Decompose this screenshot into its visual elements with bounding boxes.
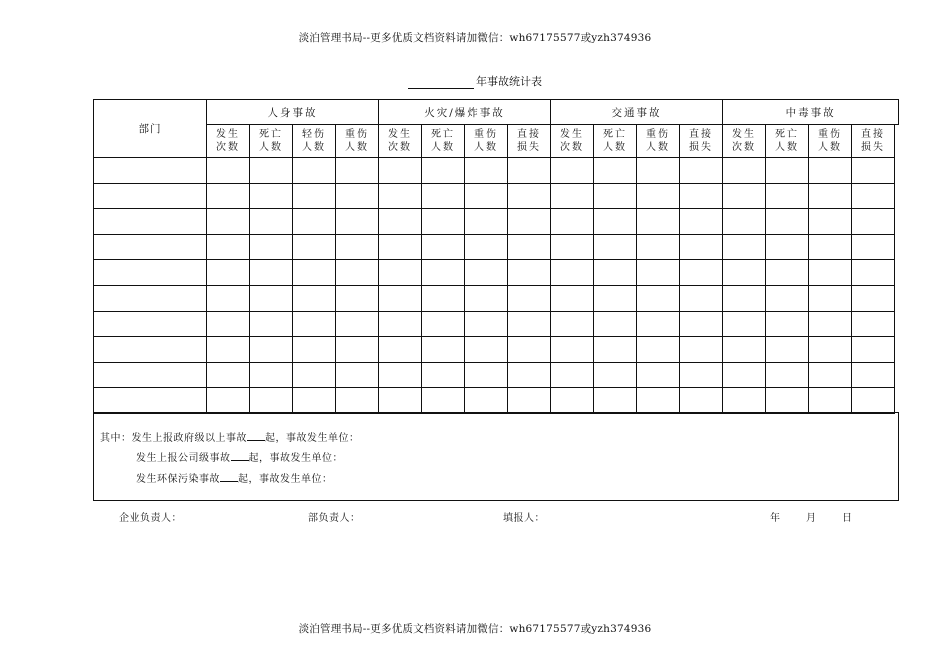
data-cell[interactable] — [379, 158, 422, 184]
dept-cell[interactable] — [94, 362, 207, 388]
note-line-1-blank — [247, 430, 265, 441]
data-cell[interactable] — [766, 388, 809, 414]
data-cell[interactable] — [766, 285, 809, 311]
data-cell[interactable] — [852, 337, 895, 363]
data-cell[interactable] — [508, 337, 551, 363]
data-cell[interactable] — [207, 337, 250, 363]
data-cell[interactable] — [723, 362, 766, 388]
data-cell[interactable] — [379, 388, 422, 414]
data-cell[interactable] — [680, 285, 723, 311]
data-cell[interactable] — [809, 234, 852, 260]
data-cell[interactable] — [379, 311, 422, 337]
group-header-fire-explosion: 火灾/爆炸事故 — [379, 100, 551, 125]
data-cell[interactable] — [293, 158, 336, 184]
data-cell[interactable] — [508, 209, 551, 235]
column-header-row — [94, 125, 899, 158]
data-cell[interactable] — [852, 209, 895, 235]
column-header: 重伤 人数 — [809, 125, 852, 158]
enterprise-head-label: 企业负责人： — [119, 513, 182, 524]
data-cell[interactable] — [723, 388, 766, 414]
note-line-3-text-a: 发生环保污染事故 — [136, 474, 220, 485]
data-cell[interactable] — [207, 209, 250, 235]
data-cell[interactable] — [508, 311, 551, 337]
data-cell[interactable] — [680, 337, 723, 363]
table-row — [94, 209, 899, 235]
data-cell[interactable] — [250, 388, 293, 414]
data-cell[interactable] — [422, 311, 465, 337]
table-row — [94, 362, 899, 388]
data-cell[interactable] — [336, 285, 379, 311]
dept-cell[interactable] — [94, 260, 207, 286]
data-cell[interactable] — [809, 260, 852, 286]
notes-box — [93, 412, 899, 501]
dept-cell[interactable] — [94, 337, 207, 363]
note-line-1-text-b: 起，事故发生单位： — [265, 433, 360, 444]
data-cell[interactable] — [336, 311, 379, 337]
data-cell[interactable] — [293, 183, 336, 209]
note-line-3 — [136, 470, 333, 485]
data-cell[interactable] — [809, 158, 852, 184]
data-cell[interactable] — [465, 158, 508, 184]
row-gap — [895, 234, 899, 260]
data-cell[interactable] — [207, 260, 250, 286]
column-header: 死亡 人数 — [594, 125, 637, 158]
data-cell[interactable] — [809, 209, 852, 235]
data-cell[interactable] — [766, 260, 809, 286]
table-row — [94, 285, 899, 311]
data-cell[interactable] — [551, 158, 594, 184]
data-cell[interactable] — [637, 311, 680, 337]
column-header: 发生 次数 — [207, 125, 250, 158]
group-header-row — [94, 100, 899, 125]
table-row — [94, 388, 899, 414]
data-cell[interactable] — [379, 234, 422, 260]
column-header: 死亡 人数 — [250, 125, 293, 158]
data-cell[interactable] — [207, 388, 250, 414]
note-line-2-blank — [231, 450, 249, 461]
data-cell[interactable] — [551, 362, 594, 388]
dept-cell[interactable] — [94, 234, 207, 260]
data-cell[interactable] — [680, 234, 723, 260]
data-cell[interactable] — [594, 311, 637, 337]
column-header: 死亡 人数 — [422, 125, 465, 158]
data-cell[interactable] — [594, 260, 637, 286]
data-cell[interactable] — [293, 209, 336, 235]
table-row — [94, 234, 899, 260]
page-footer-text: 淡泊管理书局--更多优质文档资料请加微信：wh67175577或yzh374936 — [298, 623, 652, 635]
data-cell[interactable] — [508, 260, 551, 286]
data-cell[interactable] — [637, 388, 680, 414]
data-cell[interactable] — [852, 362, 895, 388]
note-line-1 — [100, 429, 360, 444]
column-header: 直接 损失 — [680, 125, 723, 158]
data-cell[interactable] — [465, 260, 508, 286]
note-line-3-text-b: 起，事故发生单位： — [238, 474, 333, 485]
data-cell[interactable] — [379, 183, 422, 209]
data-cell[interactable] — [852, 260, 895, 286]
data-cell[interactable] — [723, 158, 766, 184]
data-cell[interactable] — [508, 234, 551, 260]
data-cell[interactable] — [594, 158, 637, 184]
data-cell[interactable] — [250, 234, 293, 260]
data-cell[interactable] — [422, 388, 465, 414]
column-header: 死亡 人数 — [766, 125, 809, 158]
data-cell[interactable] — [551, 285, 594, 311]
data-cell[interactable] — [293, 362, 336, 388]
data-cell[interactable] — [422, 362, 465, 388]
dept-header: 部门 — [94, 100, 207, 158]
data-cell[interactable] — [852, 285, 895, 311]
data-cell[interactable] — [207, 362, 250, 388]
data-cell[interactable] — [637, 209, 680, 235]
data-cell[interactable] — [723, 183, 766, 209]
data-cell[interactable] — [336, 234, 379, 260]
data-cell[interactable] — [551, 234, 594, 260]
data-cell[interactable] — [293, 285, 336, 311]
data-cell[interactable] — [465, 209, 508, 235]
data-cell[interactable] — [680, 388, 723, 414]
data-cell[interactable] — [250, 209, 293, 235]
note-line-2-text-a: 发生上报公司级事故 — [136, 453, 231, 464]
data-cell[interactable] — [680, 158, 723, 184]
data-cell[interactable] — [680, 260, 723, 286]
data-cell[interactable] — [551, 183, 594, 209]
data-cell[interactable] — [766, 311, 809, 337]
data-cell[interactable] — [336, 337, 379, 363]
data-cell[interactable] — [379, 260, 422, 286]
table-row — [94, 337, 899, 363]
data-cell[interactable] — [207, 285, 250, 311]
data-cell[interactable] — [422, 158, 465, 184]
data-cell[interactable] — [508, 362, 551, 388]
data-cell[interactable] — [637, 183, 680, 209]
data-cell[interactable] — [680, 183, 723, 209]
year-blank — [408, 76, 474, 89]
dept-cell[interactable] — [94, 388, 207, 414]
data-cell[interactable] — [551, 337, 594, 363]
data-cell[interactable] — [723, 234, 766, 260]
note-line-3-blank — [220, 471, 238, 482]
data-cell[interactable] — [465, 234, 508, 260]
data-cell[interactable] — [293, 388, 336, 414]
data-cell[interactable] — [723, 260, 766, 286]
column-header: 直接 损失 — [508, 125, 551, 158]
data-cell[interactable] — [680, 362, 723, 388]
data-cell[interactable] — [594, 362, 637, 388]
group-header-poisoning: 中毒事故 — [723, 100, 899, 125]
data-cell[interactable] — [594, 388, 637, 414]
data-cell[interactable] — [250, 158, 293, 184]
column-header: 直接 损失 — [852, 125, 895, 158]
row-gap — [895, 337, 899, 363]
data-cell[interactable] — [594, 209, 637, 235]
data-cell[interactable] — [465, 183, 508, 209]
data-cell[interactable] — [207, 234, 250, 260]
note-line-1-text-a: 其中：发生上报政府级以上事故 — [100, 433, 247, 444]
data-cell[interactable] — [637, 234, 680, 260]
data-cell[interactable] — [852, 183, 895, 209]
data-cell[interactable] — [637, 362, 680, 388]
data-cell[interactable] — [809, 337, 852, 363]
header-gap — [895, 125, 899, 158]
data-cell[interactable] — [766, 158, 809, 184]
data-cell[interactable] — [508, 285, 551, 311]
row-gap — [895, 209, 899, 235]
data-cell[interactable] — [336, 388, 379, 414]
data-cell[interactable] — [336, 158, 379, 184]
data-cell[interactable] — [723, 209, 766, 235]
data-cell[interactable] — [379, 209, 422, 235]
data-cell[interactable] — [508, 183, 551, 209]
accident-statistics-table — [93, 99, 899, 414]
data-cell[interactable] — [637, 285, 680, 311]
data-cell[interactable] — [336, 209, 379, 235]
column-header: 重伤 人数 — [637, 125, 680, 158]
note-line-2 — [136, 449, 343, 464]
data-cell[interactable] — [207, 183, 250, 209]
data-cell[interactable] — [250, 183, 293, 209]
data-cell[interactable] — [250, 337, 293, 363]
data-cell[interactable] — [723, 311, 766, 337]
data-cell[interactable] — [594, 285, 637, 311]
column-header: 发生 次数 — [723, 125, 766, 158]
dept-cell[interactable] — [94, 183, 207, 209]
row-gap — [895, 362, 899, 388]
data-cell[interactable] — [422, 209, 465, 235]
data-cell[interactable] — [465, 362, 508, 388]
data-cell[interactable] — [422, 337, 465, 363]
group-header-traffic: 交通事故 — [551, 100, 723, 125]
data-cell[interactable] — [809, 311, 852, 337]
data-cell[interactable] — [809, 388, 852, 414]
data-cell[interactable] — [207, 311, 250, 337]
data-cell[interactable] — [594, 183, 637, 209]
date-month-label: 月 — [806, 513, 817, 524]
data-cell[interactable] — [766, 362, 809, 388]
data-cell[interactable] — [293, 234, 336, 260]
document-title — [0, 73, 950, 89]
row-gap — [895, 183, 899, 209]
data-cell[interactable] — [594, 234, 637, 260]
column-header: 轻伤 人数 — [293, 125, 336, 158]
data-cell[interactable] — [637, 260, 680, 286]
table-row — [94, 183, 899, 209]
data-cell[interactable] — [852, 158, 895, 184]
data-cell[interactable] — [766, 183, 809, 209]
data-cell[interactable] — [465, 388, 508, 414]
data-cell[interactable] — [551, 209, 594, 235]
data-cell[interactable] — [336, 362, 379, 388]
table-row — [94, 158, 899, 184]
data-cell[interactable] — [465, 285, 508, 311]
data-cell[interactable] — [422, 183, 465, 209]
data-cell[interactable] — [680, 311, 723, 337]
dept-cell[interactable] — [94, 285, 207, 311]
data-cell[interactable] — [422, 234, 465, 260]
row-gap — [895, 285, 899, 311]
department-head-label: 部负责人： — [308, 513, 361, 524]
data-cell[interactable] — [551, 260, 594, 286]
data-cell[interactable] — [465, 337, 508, 363]
dept-cell[interactable] — [94, 158, 207, 184]
data-cell[interactable] — [766, 337, 809, 363]
data-cell[interactable] — [723, 337, 766, 363]
title-suffix: 年事故统计表 — [476, 75, 542, 88]
data-cell[interactable] — [766, 209, 809, 235]
data-cell[interactable] — [465, 311, 508, 337]
data-cell[interactable] — [250, 311, 293, 337]
data-cell[interactable] — [379, 285, 422, 311]
table-row — [94, 311, 899, 337]
group-header-personal-injury: 人身事故 — [207, 100, 379, 125]
row-gap — [895, 260, 899, 286]
data-cell[interactable] — [852, 311, 895, 337]
data-cell[interactable] — [508, 158, 551, 184]
data-cell[interactable] — [422, 260, 465, 286]
data-cell[interactable] — [508, 388, 551, 414]
column-header: 发生 次数 — [379, 125, 422, 158]
data-cell[interactable] — [250, 285, 293, 311]
data-cell[interactable] — [422, 285, 465, 311]
row-gap — [895, 158, 899, 184]
data-cell[interactable] — [680, 209, 723, 235]
data-cell[interactable] — [766, 234, 809, 260]
row-gap — [895, 388, 899, 414]
table-body — [94, 158, 899, 414]
data-cell[interactable] — [336, 183, 379, 209]
date-day-label: 日 — [842, 513, 853, 524]
data-cell[interactable] — [250, 362, 293, 388]
table-row — [94, 260, 899, 286]
data-cell[interactable] — [336, 260, 379, 286]
data-cell[interactable] — [379, 337, 422, 363]
data-cell[interactable] — [293, 337, 336, 363]
date-year-label: 年 — [770, 513, 781, 524]
data-cell[interactable] — [250, 260, 293, 286]
column-header: 发生 次数 — [551, 125, 594, 158]
data-cell[interactable] — [809, 183, 852, 209]
data-cell[interactable] — [207, 158, 250, 184]
data-cell[interactable] — [723, 285, 766, 311]
data-cell[interactable] — [594, 337, 637, 363]
data-cell[interactable] — [637, 337, 680, 363]
data-cell[interactable] — [852, 234, 895, 260]
dept-cell[interactable] — [94, 209, 207, 235]
data-cell[interactable] — [293, 260, 336, 286]
data-cell[interactable] — [852, 388, 895, 414]
data-cell[interactable] — [809, 362, 852, 388]
page-header-text: 淡泊管理书局--更多优质文档资料请加微信：wh67175577或yzh374936 — [298, 32, 652, 44]
dept-cell[interactable] — [94, 311, 207, 337]
data-cell[interactable] — [293, 311, 336, 337]
column-header: 重伤 人数 — [465, 125, 508, 158]
note-line-2-text-b: 起，事故发生单位： — [248, 453, 343, 464]
row-gap — [895, 311, 899, 337]
data-cell[interactable] — [379, 362, 422, 388]
data-cell[interactable] — [809, 285, 852, 311]
data-cell[interactable] — [551, 311, 594, 337]
column-header: 重伤 人数 — [336, 125, 379, 158]
data-cell[interactable] — [551, 388, 594, 414]
data-cell[interactable] — [637, 158, 680, 184]
filler-label: 填报人： — [503, 513, 545, 524]
